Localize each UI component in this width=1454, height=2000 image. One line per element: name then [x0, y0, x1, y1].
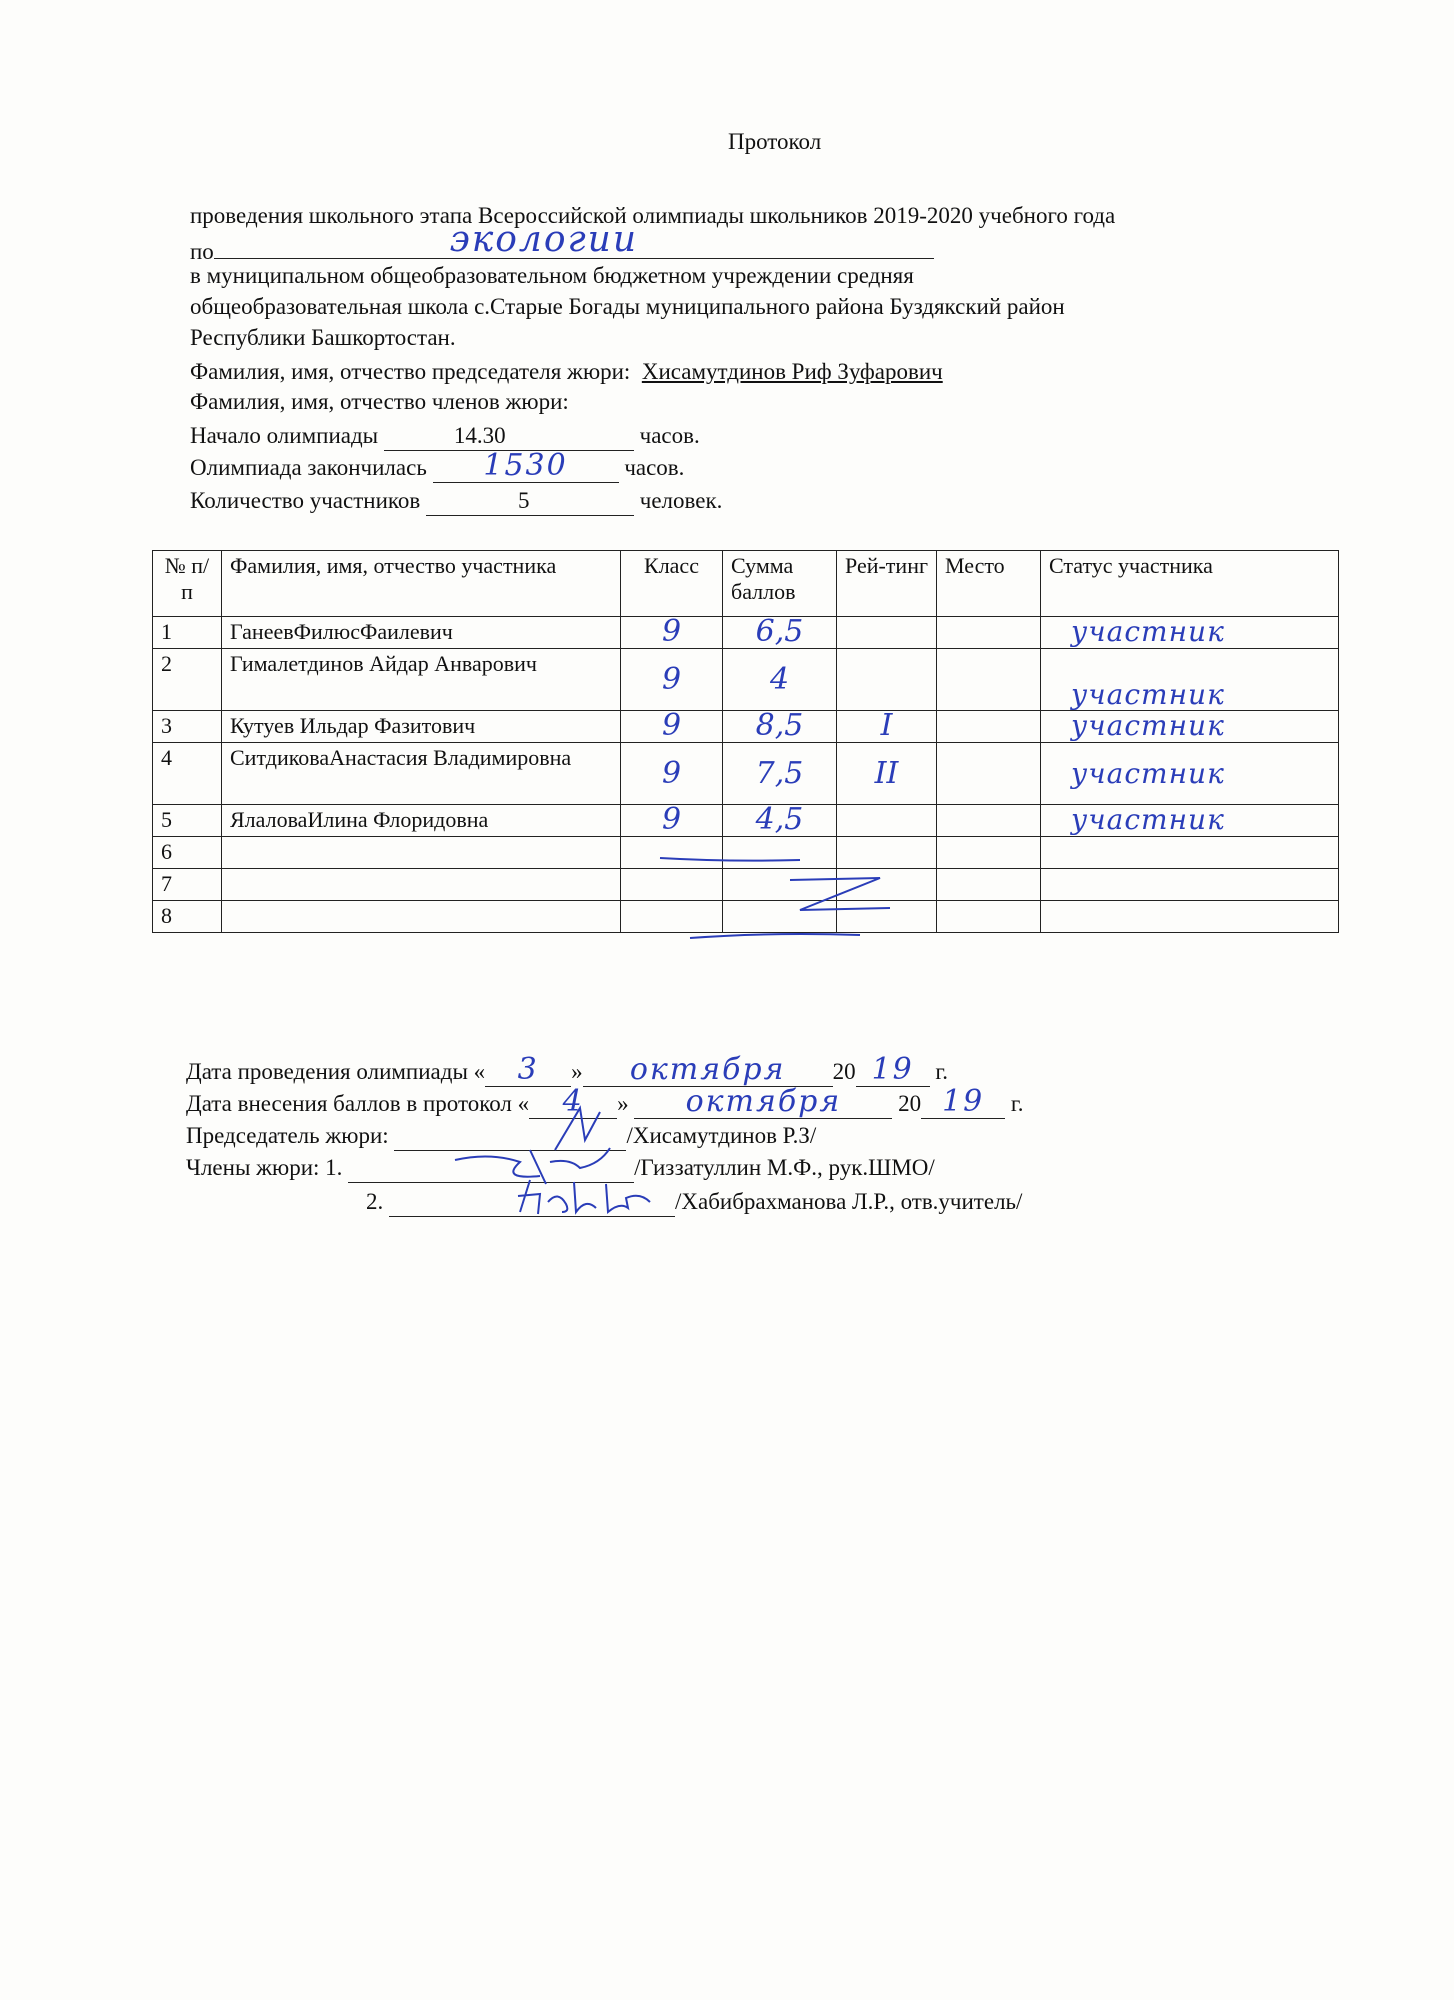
header-place: Место — [937, 551, 1041, 617]
end-value: 1530 — [483, 448, 568, 483]
row-rating — [837, 649, 937, 711]
table-row — [153, 805, 1339, 837]
row-status: участник — [1041, 649, 1339, 711]
table-row — [153, 743, 1339, 805]
jury-chair-name: Хисамутдинов Риф Зуфарович — [641, 359, 943, 384]
start-value: 14.30 — [453, 423, 506, 448]
start-unit: часов. — [639, 423, 700, 448]
table-row — [153, 711, 1339, 743]
count-label: Количество участников — [190, 488, 421, 513]
date-entered-month-field — [634, 1084, 892, 1119]
header-score: Сумма баллов — [723, 551, 837, 617]
row-number: 4 — [153, 743, 222, 805]
empty-rows-strike-mark — [650, 840, 910, 950]
row-place — [937, 617, 1041, 649]
date-entered-quote-close: » — [617, 1091, 629, 1116]
count-field — [426, 487, 634, 516]
row-place — [937, 711, 1041, 743]
row-name — [222, 901, 621, 933]
row-status — [1041, 837, 1339, 869]
date-held-month-field — [583, 1052, 833, 1087]
date-entered-day: 4 — [562, 1084, 584, 1119]
row-status — [1041, 901, 1339, 933]
date-entered-year-suffix: г. — [1010, 1091, 1024, 1116]
intro-line-1: проведения школьного этапа Всероссийской олимпиады школьников 2019-2020 учебного года — [190, 203, 1116, 228]
subject-line — [190, 219, 934, 266]
members-sign-label: Члены жюри: 1. — [186, 1155, 343, 1180]
subject-field — [214, 219, 934, 260]
intro-line-5: Республики Башкортостан. — [190, 325, 456, 350]
row-name: ГанеевФилюсФаилевич — [222, 617, 621, 649]
chair-sign-label: Председатель жюри: — [186, 1123, 389, 1148]
row-number: 3 — [153, 711, 222, 743]
end-field — [433, 448, 619, 483]
row-name: Гималетдинов Айдар Анварович — [222, 649, 621, 711]
chair-sign-name: /Хисамутдинов Р.З/ — [626, 1123, 817, 1148]
date-held-row — [186, 1052, 949, 1087]
date-held-year: 19 — [871, 1052, 914, 1087]
row-status: участник — [1041, 743, 1339, 805]
date-held-month: октября — [629, 1052, 786, 1087]
row-number: 6 — [153, 837, 222, 869]
count-value: 5 — [518, 488, 530, 513]
member2-name: /Хабибрахманова Л.Р., отв.учитель/ — [675, 1189, 1023, 1214]
table-row — [153, 617, 1339, 649]
row-number: 7 — [153, 869, 222, 901]
row-place — [937, 837, 1041, 869]
date-entered-month: октября — [685, 1084, 842, 1119]
row-rating — [837, 617, 937, 649]
date-held-year-field — [856, 1052, 930, 1087]
table-header-row — [153, 551, 1339, 617]
row-number: 8 — [153, 901, 222, 933]
row-name: ЯлаловаИлина Флоридовна — [222, 805, 621, 837]
start-field — [384, 422, 634, 451]
jury-members-label: Фамилия, имя, отчество членов жюри: — [190, 389, 569, 414]
date-entered-year-field — [921, 1084, 1005, 1119]
end-row — [190, 448, 685, 483]
row-score: 6,5 — [723, 617, 837, 649]
row-score: 4,5 — [723, 805, 837, 837]
row-rating: II — [837, 743, 937, 805]
member2-signature — [510, 1172, 670, 1222]
date-entered-year-prefix: 20 — [898, 1091, 922, 1116]
row-status: участник — [1041, 617, 1339, 649]
row-rating: I — [837, 711, 937, 743]
intro-line-3: в муниципальном общеобразовательном бюджетном учреждении средняя — [190, 263, 914, 288]
row-place — [937, 805, 1041, 837]
header-grade: Класс — [621, 551, 723, 617]
row-grade: 9 — [621, 743, 723, 805]
date-held-year-suffix: г. — [935, 1059, 949, 1084]
date-held-day-field — [485, 1052, 571, 1087]
row-place — [937, 869, 1041, 901]
member1-name: /Гиззатуллин М.Ф., рук.ШМО/ — [634, 1155, 935, 1180]
row-number: 5 — [153, 805, 222, 837]
row-status — [1041, 869, 1339, 901]
start-label: Начало олимпиады — [190, 423, 379, 448]
header-name: Фамилия, имя, отчество участника — [222, 551, 621, 617]
date-entered-year: 19 — [942, 1084, 985, 1119]
row-grade: 9 — [621, 617, 723, 649]
row-rating — [837, 805, 937, 837]
start-row — [190, 422, 700, 451]
count-unit: человек. — [639, 488, 723, 513]
row-name: Кутуев Ильдар Фазитович — [222, 711, 621, 743]
table-row — [153, 649, 1339, 711]
row-status: участник — [1041, 711, 1339, 743]
header-rating: Рей-тинг — [837, 551, 937, 617]
row-score: 8,5 — [723, 711, 837, 743]
row-score: 4 — [723, 649, 837, 711]
document-title: Протокол — [728, 129, 822, 154]
date-entered-label: Дата внесения баллов в протокол « — [186, 1091, 530, 1116]
end-unit: часов. — [624, 455, 685, 480]
row-grade: 9 — [621, 711, 723, 743]
row-name — [222, 869, 621, 901]
row-number: 2 — [153, 649, 222, 711]
jury-chair-row — [190, 358, 943, 386]
row-place — [937, 901, 1041, 933]
date-held-label: Дата проведения олимпиады « — [186, 1059, 486, 1084]
row-grade: 9 — [621, 805, 723, 837]
count-row — [190, 487, 722, 516]
date-held-day: 3 — [517, 1052, 539, 1087]
row-name — [222, 837, 621, 869]
po-label: по — [190, 239, 214, 264]
member2-num: 2. — [366, 1189, 384, 1214]
date-held-quote-close: » — [571, 1059, 583, 1084]
row-status: участник — [1041, 805, 1339, 837]
row-number: 1 — [153, 617, 222, 649]
end-label: Олимпиада закончилась — [190, 455, 427, 480]
row-score: 7,5 — [723, 743, 837, 805]
header-number: № п/п — [153, 551, 222, 617]
intro-line-4: общеобразовательная школа с.Старые Богады муниципального района Буздякский район — [190, 294, 1065, 319]
row-grade: 9 — [621, 649, 723, 711]
jury-chair-label: Фамилия, имя, отчество председателя жюри: — [190, 359, 631, 384]
subject-handwritten: экологии — [449, 219, 639, 260]
date-held-year-prefix: 20 — [832, 1059, 856, 1084]
row-name: СитдиковаАнастасия Владимировна — [222, 743, 621, 805]
header-status: Статус участника — [1041, 551, 1339, 617]
row-place — [937, 649, 1041, 711]
row-place — [937, 743, 1041, 805]
